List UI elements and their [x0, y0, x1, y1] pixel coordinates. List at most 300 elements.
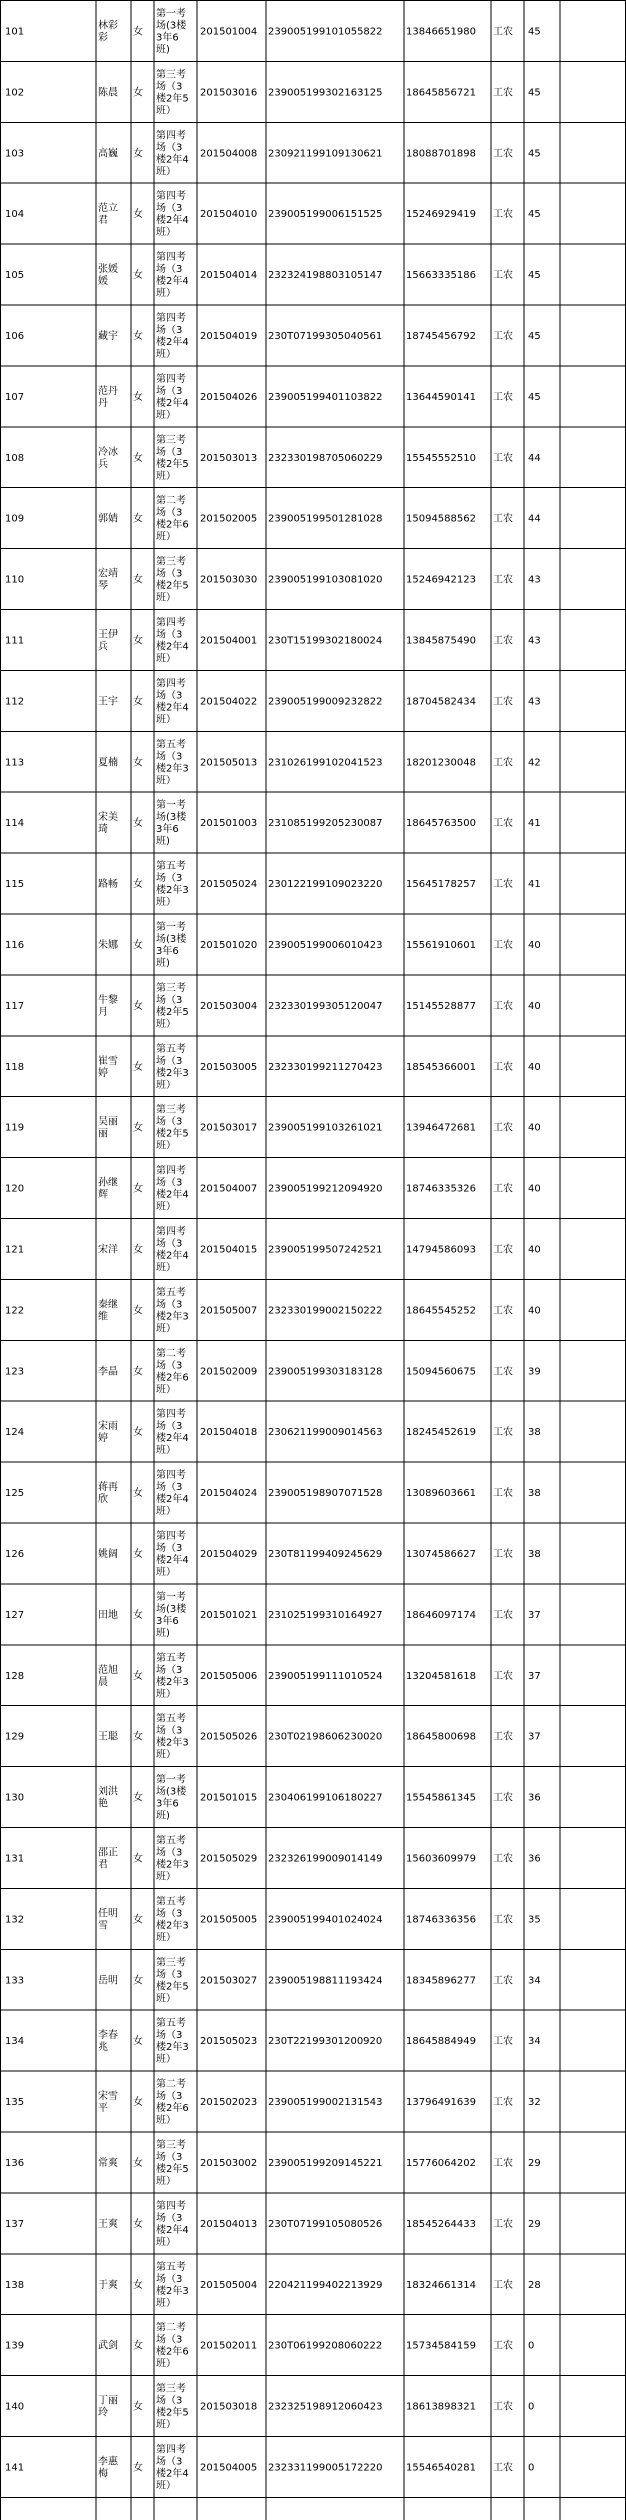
cell-exam-room-line: 第一考	[156, 8, 186, 20]
cell-job: 工农	[493, 1488, 513, 1500]
cell-number: 124	[5, 1427, 25, 1439]
cell-name-line: 玲	[98, 2407, 108, 2419]
cell-exam-room-line: 第三考	[156, 2383, 186, 2395]
cell-exam-room-line: 场（3	[156, 751, 183, 763]
cell-exam-room-line: 场（3	[156, 994, 183, 1006]
cell-score: 29	[528, 2218, 541, 2230]
cell-exam-id: 201502005	[200, 513, 258, 525]
cell-exam-room-line: 楼2年3	[156, 2285, 189, 2297]
cell-gender: 女	[133, 2097, 143, 2109]
cell-exam-room-line: 楼2年4	[156, 641, 189, 653]
cell-id-card: 230406199106180227	[268, 1792, 383, 1804]
cell-phone: 13644590141	[406, 391, 476, 403]
cell-name-line: 朱娜	[98, 939, 118, 951]
cell-exam-room-line: 楼2年4	[156, 397, 189, 409]
cell-phone: 18646097174	[406, 1609, 476, 1621]
cell-name-line: 藏宇	[98, 330, 118, 342]
cell-exam-room-line: 第五考	[156, 1896, 186, 1908]
cell-job: 工农	[493, 879, 513, 891]
cell-exam-room-line: 楼2年4	[156, 276, 189, 288]
cell-name-line: 彩	[98, 32, 108, 44]
cell-exam-room-line: 楼2年4	[156, 1433, 189, 1445]
cell-number: 118	[5, 1061, 25, 1073]
cell-exam-room-line: 场（3	[156, 873, 183, 885]
cell-gender: 女	[133, 757, 143, 769]
table-row	[5, 372, 541, 421]
cell-score: 45	[528, 87, 541, 99]
cell-exam-room-line: 第五考	[156, 2261, 186, 2273]
cell-exam-room-line: 班)	[156, 44, 170, 56]
cell-name-line: 婷	[98, 1433, 108, 1445]
cell-exam-room-line: 班)	[156, 836, 170, 848]
cell-exam-room-line: 第三考	[156, 434, 186, 446]
cell-job: 工农	[493, 1609, 513, 1621]
cell-exam-id: 201504007	[200, 1183, 258, 1195]
cell-exam-room-line: 班）	[156, 2358, 176, 2370]
cell-name-line: 路畅	[98, 879, 118, 891]
cell-exam-id: 201504008	[200, 148, 258, 160]
cell-gender: 女	[133, 1305, 143, 1317]
cell-gender: 女	[133, 26, 143, 38]
cell-score: 0	[528, 2340, 535, 2352]
cell-exam-room-line: 班）	[156, 288, 176, 300]
cell-exam-room-line: 楼2年5	[156, 2407, 189, 2419]
cell-exam-room-line: 班）	[156, 2054, 176, 2066]
cell-name-line: 兆	[98, 2042, 108, 2054]
cell-gender: 女	[133, 2401, 143, 2413]
cell-exam-room-line: 3年6	[156, 32, 179, 44]
cell-id-card: 239005199401103822	[268, 391, 383, 403]
cell-id-card: 230921199109130621	[268, 148, 383, 160]
cell-score: 34	[528, 2036, 541, 2048]
cell-id-card: 230T15199302180024	[268, 635, 383, 647]
table-row	[5, 6, 541, 55]
cell-id-card: 230T22199301200920	[268, 2036, 383, 2048]
table-row	[5, 2077, 541, 2126]
cell-number: 134	[5, 2036, 25, 2048]
cell-name-line: 丹	[98, 397, 108, 409]
cell-score: 43	[528, 635, 541, 647]
cell-number: 102	[5, 87, 25, 99]
cell-name-line: 任明	[98, 1908, 118, 1920]
cell-id-card: 232331199005172220	[268, 2462, 383, 2474]
table-row	[5, 2321, 534, 2370]
cell-gender: 女	[133, 2279, 143, 2291]
cell-phone: 18345896277	[406, 1975, 476, 1987]
cell-phone: 15094560675	[406, 1366, 476, 1378]
cell-number: 116	[5, 939, 25, 951]
cell-exam-room-line: 第三考	[156, 69, 186, 81]
cell-phone: 15546540281	[406, 2462, 476, 2474]
cell-phone: 15246942123	[406, 574, 476, 586]
cell-exam-room-line: 场(3楼	[156, 1786, 187, 1798]
cell-number: 123	[5, 1366, 25, 1378]
cell-exam-room-line: 楼2年4	[156, 1554, 189, 1566]
cell-exam-id: 201505026	[200, 1731, 258, 1743]
cell-exam-room-line: 第一考	[156, 1591, 186, 1603]
cell-exam-id: 201501004	[200, 26, 258, 38]
cell-exam-id: 201504010	[200, 209, 258, 221]
cell-exam-room-line: 3年6	[156, 1798, 179, 1810]
cell-name-line: 林彩	[98, 20, 118, 32]
cell-name-line: 王伊	[98, 629, 118, 641]
cell-exam-room-line: 第五考	[156, 1652, 186, 1664]
cell-exam-id: 201503018	[200, 2401, 258, 2413]
table-row	[5, 189, 541, 238]
cell-name-line: 吴丽	[98, 1116, 118, 1128]
cell-score: 42	[528, 757, 541, 769]
cell-name-line: 欣	[98, 1494, 108, 1506]
cell-phone: 15603609979	[406, 1853, 476, 1865]
table-row	[5, 615, 541, 664]
cell-exam-id: 201504018	[200, 1427, 258, 1439]
cell-exam-room-line: 楼2年4	[156, 1494, 189, 1506]
cell-name-line: 梅	[98, 2468, 108, 2480]
cell-exam-room-line: 场(3楼	[156, 20, 187, 32]
cell-exam-room-line: 班）	[156, 166, 176, 178]
cell-id-card: 239005199212094920	[268, 1183, 383, 1195]
cell-phone: 18746335326	[406, 1183, 476, 1195]
cell-exam-id: 201501021	[200, 1609, 258, 1621]
cell-name-line: 月	[98, 1006, 108, 1018]
cell-job: 工农	[493, 1731, 513, 1743]
cell-exam-room-line: 楼2年3	[156, 1067, 189, 1079]
cell-exam-room-line: 班）	[156, 2175, 176, 2187]
table-row	[5, 1346, 541, 1395]
cell-score: 45	[528, 391, 541, 403]
cell-exam-id: 201504029	[200, 1548, 258, 1560]
cell-exam-room-line: 场（3	[156, 1664, 183, 1676]
cell-name-line: 秦继	[98, 1299, 118, 1311]
cell-score: 38	[528, 1427, 541, 1439]
cell-exam-room-line: 班）	[156, 1201, 176, 1213]
cell-phone: 15645178257	[406, 879, 476, 891]
cell-number: 140	[5, 2401, 25, 2413]
cell-number: 136	[5, 2157, 25, 2169]
cell-phone: 15246929419	[406, 209, 476, 221]
cell-exam-id: 201505023	[200, 2036, 258, 2048]
cell-job: 工农	[493, 1792, 513, 1804]
cell-exam-room-line: 第一考	[156, 921, 186, 933]
cell-score: 32	[528, 2097, 541, 2109]
cell-name-line: 岳明	[98, 1975, 118, 1987]
cell-exam-room-line: 第五考	[156, 739, 186, 751]
table-row	[5, 433, 541, 482]
table-row	[5, 1773, 541, 1822]
cell-exam-room-line: 班）	[156, 409, 176, 421]
cell-name-line: 丽	[98, 1128, 108, 1140]
table-row	[5, 1285, 541, 1334]
cell-gender: 女	[133, 1244, 143, 1256]
cell-exam-room-line: 楼2年6	[156, 2346, 189, 2358]
cell-name-line: 牛黎	[98, 994, 118, 1006]
table-row	[5, 1651, 541, 1700]
cell-exam-room-line: 场（3	[156, 81, 183, 93]
cell-exam-room-line: 第五考	[156, 1287, 186, 1299]
cell-id-card: 230T07199305040561	[268, 330, 383, 342]
cell-id-card: 239005199401024024	[268, 1914, 383, 1926]
cell-score: 41	[528, 818, 541, 830]
cell-exam-room-line: 班）	[156, 105, 176, 117]
cell-job: 工农	[493, 818, 513, 830]
cell-id-card: 239005199209145221	[268, 2157, 383, 2169]
cell-exam-room-line: 楼2年3	[156, 1737, 189, 1749]
cell-name-line: 宋雪	[98, 2091, 118, 2103]
cell-exam-room-line: 场（3	[156, 1360, 183, 1372]
cell-job: 工农	[493, 26, 513, 38]
cell-score: 0	[528, 2401, 535, 2413]
cell-exam-id: 201505005	[200, 1914, 258, 1926]
cell-phone: 15145528877	[406, 1000, 476, 1012]
cell-id-card: 230T06199208060222	[268, 2340, 383, 2352]
table-row	[5, 676, 541, 725]
cell-gender: 女	[133, 1914, 143, 1926]
cell-exam-room-line: 班）	[156, 1323, 176, 1335]
cell-name-line: 王聪	[98, 1731, 118, 1743]
cell-exam-room-line: 班）	[156, 1688, 176, 1700]
cell-exam-id: 201502011	[200, 2340, 258, 2352]
cell-job: 工农	[493, 2097, 513, 2109]
cell-name-line: 琴	[98, 580, 108, 592]
cell-exam-room-line: 班）	[156, 1445, 176, 1457]
cell-exam-id: 201505004	[200, 2279, 258, 2291]
cell-name-line: 辉	[98, 1189, 108, 1201]
cell-number: 141	[5, 2462, 25, 2474]
cell-phone: 15663335186	[406, 270, 476, 282]
cell-id-card: 239005199002131543	[268, 2097, 383, 2109]
cell-phone: 15094588562	[406, 513, 476, 525]
cell-job: 工农	[493, 939, 513, 951]
cell-exam-room-line: 第五考	[156, 2018, 186, 2030]
cell-gender: 女	[133, 1488, 143, 1500]
cell-exam-room-line: 第三考	[156, 1957, 186, 1969]
cell-exam-room-line: 班）	[156, 2115, 176, 2127]
cell-exam-room-line: 楼2年3	[156, 1676, 189, 1688]
cell-name-line: 琦	[98, 824, 108, 836]
cell-number: 107	[5, 391, 25, 403]
cell-gender: 女	[133, 1853, 143, 1865]
cell-exam-room-line: 楼2年6	[156, 1372, 189, 1384]
cell-id-card: 232330199211270423	[268, 1061, 383, 1073]
cell-exam-room-line: 楼2年3	[156, 763, 189, 775]
cell-phone: 18324661314	[406, 2279, 476, 2291]
cell-job: 工农	[493, 1061, 513, 1073]
cell-exam-room-line: 楼2年5	[156, 1981, 189, 1993]
cell-exam-room-line: 第三考	[156, 1104, 186, 1116]
cell-exam-id: 201503030	[200, 574, 258, 586]
cell-gender: 女	[133, 148, 143, 160]
cell-job: 工农	[493, 2340, 513, 2352]
table-row	[5, 920, 541, 969]
cell-job: 工农	[493, 2401, 513, 2413]
cell-exam-id: 201504015	[200, 1244, 258, 1256]
cell-phone: 18545264433	[406, 2218, 476, 2230]
cell-exam-id: 201504005	[200, 2462, 258, 2474]
cell-job: 工农	[493, 2036, 513, 2048]
cell-exam-room-line: 班)	[156, 1810, 170, 1822]
cell-id-card: 232324198803105147	[268, 270, 383, 282]
cell-exam-room-line: 场（3	[156, 1177, 183, 1189]
cell-exam-room-line: 第三考	[156, 556, 186, 568]
cell-gender: 女	[133, 696, 143, 708]
cell-id-card: 239005199111010524	[268, 1670, 383, 1682]
cell-exam-room-line: 场（3	[156, 568, 183, 580]
cell-gender: 女	[133, 1609, 143, 1621]
cell-exam-room-line: 班）	[156, 2236, 176, 2248]
cell-phone: 18645545252	[406, 1305, 476, 1317]
cell-exam-room-line: 场（3	[156, 1482, 183, 1494]
table-row	[5, 1833, 541, 1882]
cell-exam-room-line: 班）	[156, 470, 176, 482]
cell-exam-id: 201503004	[200, 1000, 258, 1012]
cell-name-line: 李春	[98, 2030, 118, 2042]
cell-phone: 18088701898	[406, 148, 476, 160]
cell-phone: 18245452619	[406, 1427, 476, 1439]
cell-exam-room-line: 场（3	[156, 1847, 183, 1859]
cell-gender: 女	[133, 209, 143, 221]
cell-job: 工农	[493, 2157, 513, 2169]
cell-score: 38	[528, 1488, 541, 1500]
cell-score: 34	[528, 1975, 541, 1987]
cell-exam-room-line: 班）	[156, 227, 176, 239]
cell-id-card: 239005199101055822	[268, 26, 383, 38]
cell-id-card: 232330199305120047	[268, 1000, 383, 1012]
cell-score: 40	[528, 1183, 541, 1195]
cell-phone: 18645884949	[406, 2036, 476, 2048]
cell-name-line: 雪	[98, 1920, 108, 1932]
cell-exam-room-line: 场（3	[156, 2091, 183, 2103]
cell-exam-room-line: 场（3	[156, 1908, 183, 1920]
cell-name-line: 王宇	[98, 696, 118, 708]
cell-id-card: 239005199302163125	[268, 87, 383, 99]
cell-exam-room-line: 楼2年6	[156, 519, 189, 531]
cell-score: 40	[528, 939, 541, 951]
cell-gender: 女	[133, 1792, 143, 1804]
cell-exam-room-line: 班）	[156, 653, 176, 665]
cell-exam-room-line: 班）	[156, 2419, 176, 2431]
cell-id-card: 239005199303183128	[268, 1366, 383, 1378]
table-row	[5, 1224, 541, 1273]
cell-exam-room-line: 场(3楼	[156, 933, 187, 945]
cell-exam-room-line: 班）	[156, 714, 176, 726]
cell-job: 工农	[493, 757, 513, 769]
cell-phone: 15545861345	[406, 1792, 476, 1804]
cell-exam-room-line: 第四考	[156, 1530, 186, 1542]
cell-job: 工农	[493, 1244, 513, 1256]
cell-gender: 女	[133, 2340, 143, 2352]
cell-name-line: 孙继	[98, 1177, 118, 1189]
cell-number: 105	[5, 270, 25, 282]
cell-score: 45	[528, 270, 541, 282]
cell-exam-room-line: 第四考	[156, 1470, 186, 1482]
cell-exam-room-line: 班）	[156, 592, 176, 604]
cell-phone: 18613898321	[406, 2401, 476, 2413]
cell-number: 114	[5, 818, 25, 830]
cell-exam-id: 201501003	[200, 818, 258, 830]
cell-name-line: 兵	[98, 641, 108, 653]
cell-job: 工农	[493, 1427, 513, 1439]
cell-id-card: 232326199009014149	[268, 1853, 383, 1865]
cell-number: 126	[5, 1548, 25, 1560]
cell-exam-id: 201503027	[200, 1975, 258, 1987]
cell-name-line: 宋洋	[98, 1244, 118, 1256]
cell-exam-id: 201504026	[200, 391, 258, 403]
cell-name-line: 田地	[98, 1609, 118, 1621]
cell-exam-id: 201502023	[200, 2097, 258, 2109]
cell-score: 40	[528, 1000, 541, 1012]
table-body	[5, 6, 541, 2491]
cell-name-line: 艳	[98, 1798, 108, 1810]
table-row	[5, 2199, 541, 2248]
cell-gender: 女	[133, 939, 143, 951]
cell-exam-id: 201505013	[200, 757, 258, 769]
cell-id-card: 239005199103081020	[268, 574, 383, 586]
cell-exam-room-line: 第三考	[156, 982, 186, 994]
cell-id-card: 239005199103261021	[268, 1122, 383, 1134]
cell-exam-room-line: 班）	[156, 1566, 176, 1578]
cell-name-line: 李晶	[98, 1366, 118, 1378]
cell-exam-room-line: 班）	[156, 1932, 176, 1944]
table-row	[5, 1712, 541, 1761]
cell-gender: 女	[133, 1427, 143, 1439]
cell-name-line: 陈晨	[98, 87, 118, 99]
cell-exam-id: 201501020	[200, 939, 258, 951]
cell-exam-id: 201503005	[200, 1061, 258, 1073]
cell-phone: 18645856721	[406, 87, 476, 99]
cell-exam-room-line: 3年6	[156, 824, 179, 836]
cell-number: 125	[5, 1488, 25, 1500]
cell-exam-room-line: 第四考	[156, 312, 186, 324]
cell-job: 工农	[493, 270, 513, 282]
cell-exam-id: 201504022	[200, 696, 258, 708]
cell-exam-id: 201505024	[200, 879, 258, 891]
table-row	[5, 250, 541, 299]
table-row	[5, 859, 541, 908]
table-row	[5, 1529, 541, 1578]
cell-exam-room-line: 班）	[156, 1262, 176, 1274]
cell-exam-room-line: 楼2年4	[156, 1189, 189, 1201]
cell-exam-room-line: 楼2年5	[156, 2163, 189, 2175]
cell-exam-room-line: 楼2年5	[156, 458, 189, 470]
cell-score: 41	[528, 879, 541, 891]
cell-gender: 女	[133, 2462, 143, 2474]
cell-exam-room-line: 第二考	[156, 495, 186, 507]
cell-job: 工农	[493, 2279, 513, 2291]
cell-id-card: 232330199002150222	[268, 1305, 383, 1317]
table-row	[5, 2016, 541, 2065]
cell-number: 109	[5, 513, 25, 525]
cell-job: 工农	[493, 1975, 513, 1987]
cell-exam-room-line: 楼2年4	[156, 2468, 189, 2480]
cell-job: 工农	[493, 1548, 513, 1560]
cell-score: 45	[528, 148, 541, 160]
cell-id-card: 239005199006151525	[268, 209, 383, 221]
cell-exam-room-line: 第四考	[156, 1226, 186, 1238]
cell-score: 28	[528, 2279, 541, 2291]
cell-name-line: 蒋再	[98, 1482, 118, 1494]
cell-exam-room-line: 班）	[156, 1140, 176, 1152]
cell-job: 工农	[493, 87, 513, 99]
cell-exam-room-line: 班）	[156, 1871, 176, 1883]
cell-exam-room-line: 第二考	[156, 2322, 186, 2334]
cell-exam-id: 201504019	[200, 330, 258, 342]
cell-name-line: 平	[98, 2103, 108, 2115]
cell-exam-room-line: 场（3	[156, 2151, 183, 2163]
cell-exam-room-line: 场（3	[156, 385, 183, 397]
cell-number: 132	[5, 1914, 25, 1926]
cell-exam-room-line: 班)	[156, 957, 170, 969]
cell-exam-room-line: 场（3	[156, 2273, 183, 2285]
